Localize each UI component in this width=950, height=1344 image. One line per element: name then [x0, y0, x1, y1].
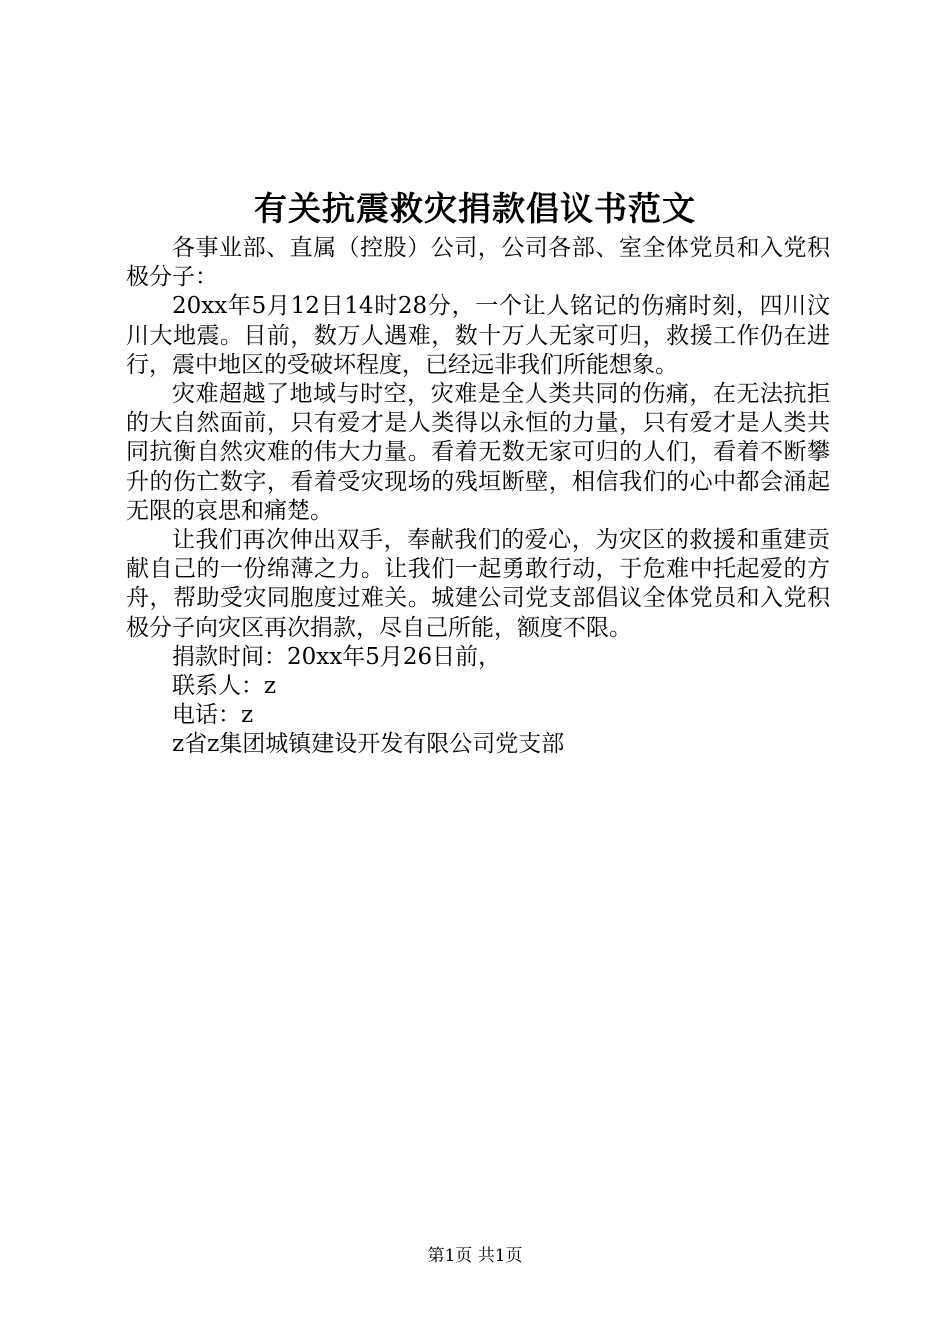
donation-time: 捐款时间：20xx年5月26日前，	[172, 643, 502, 670]
signature: z省z集团城镇建设开发有限公司党支部	[172, 731, 565, 758]
document-title: 有关抗震救灾捐款倡议书范文	[254, 189, 696, 228]
contact-phone: 电话：z	[172, 702, 254, 729]
paragraph-2: 灾难超越了地域与时空，灾难是全人类共同的伤痛，在无法抗拒的大自然面前，只有爱才是人类得以永恒的力量，只有爱才是人类共同抗衡自然灾难的伟大力量。看着无数无家可归的人们，看着不断攀升的伤亡数字，看着受灾现场的残垣断壁，相信我们的心中都会涌起无限的哀思和痛楚。	[126, 381, 830, 524]
page-footer: 第1页 共1页	[427, 1246, 523, 1266]
paragraph-1: 20xx年5月12日14时28分，一个让人铭记的伤痛时刻，四川汶川大地震。目前，数万人遇难，数十万人无家可归，救援工作仍在进行，震中地区的受破坏程度，已经远非我们所能想象。	[126, 293, 830, 378]
document-body	[126, 234, 830, 760]
contact-person: 联系人：z	[172, 673, 277, 700]
paragraph-3: 让我们再次伸出双手，奉献我们的爱心，为灾区的救援和重建贡献自己的一份绵薄之力。让我们一起勇敢行动，于危难中托起爱的方舟，帮助受灾同胞度过难关。城建公司党支部倡议全体党员和入党积极分子向灾区再次捐款，尽自己所能，额度不限。	[126, 527, 830, 641]
salutation: 各事业部、直属（控股）公司，公司各部、室全体党员和入党积极分子：	[126, 235, 830, 291]
